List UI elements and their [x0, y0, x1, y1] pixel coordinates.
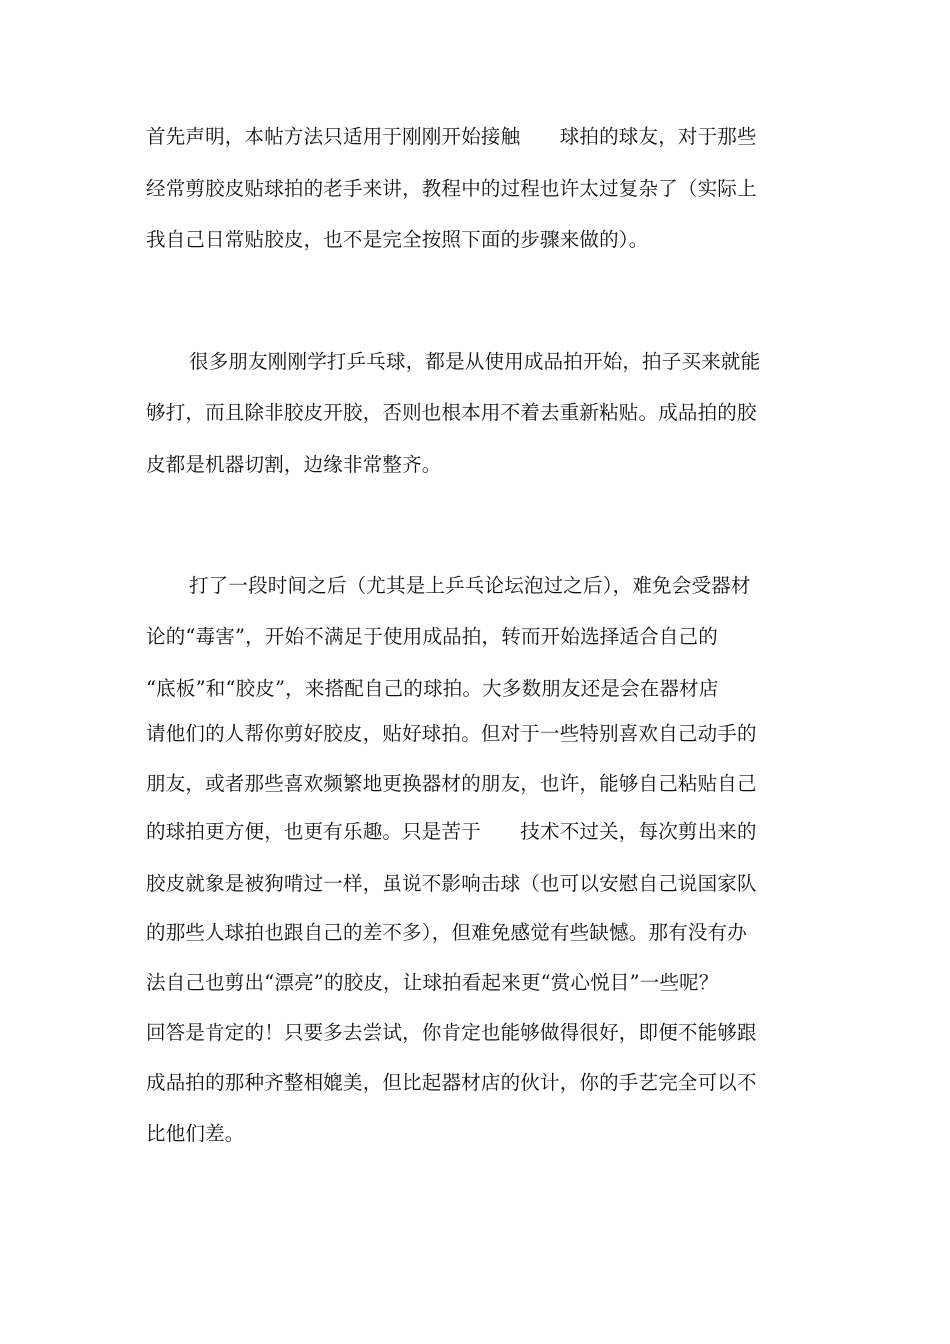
paragraph-1-line-2: 经常剪胶皮贴球拍的老手来讲，教程中的过程也许太过复杂了（实际上 [146, 177, 757, 200]
paragraph-3-line-3: “底板”和“胶皮”，来搭配自己的球拍。大多数朋友还是会在器材店 [146, 677, 719, 700]
paragraph-3-line-6: 的球拍更方便，也更有乐趣。只是苦于 技术不过关，每次剪出来的 [146, 820, 757, 843]
paragraph-3-line-9: 法自己也剪出“漂亮”的胶皮，让球拍看起来更“赏心悦目”一些呢？ [146, 971, 719, 994]
paragraph-3-line-2: 论的“毒害”，开始不满足于使用成品拍，转而开始选择适合自己的 [146, 625, 718, 648]
paragraph-3-line-8: 的那些人球拍也跟自己的差不多），但难免感觉有些缺憾。那有没有办 [146, 921, 747, 944]
paragraph-3-line-5: 朋友，或者那些喜欢频繁地更换器材的朋友，也许，能够自己粘贴自己 [146, 772, 757, 795]
paragraph-3-line-10: 回答是肯定的！只要多去尝试，你肯定也能够做得很好，即便不能够跟 [146, 1021, 757, 1044]
paragraph-2-line-3: 皮都是机器切割，边缘非常整齐。 [146, 453, 442, 476]
paragraph-3-line-11: 成品拍的那种齐整相媲美，但比起器材店的伙计，你的手艺完全可以不 [146, 1071, 757, 1094]
paragraph-3-line-4: 请他们的人帮你剪好胶皮，贴好球拍。但对于一些特别喜欢自己动手的 [146, 722, 757, 745]
paragraph-2-line-2: 够打，而且除非胶皮开胶，否则也根本用不着去重新粘贴。成品拍的胶 [146, 401, 757, 424]
paragraph-3-line-12: 比他们差。 [146, 1122, 245, 1145]
paragraph-1-line-1: 首先声明，本帖方法只适用于刚刚开始接触 球拍的球友，对于那些 [146, 125, 757, 148]
paragraph-3-line-7: 胶皮就象是被狗啃过一样，虽说不影响击球（也可以安慰自己说国家队 [146, 872, 757, 895]
paragraph-3-line-1: 打了一段时间之后（尤其是上乒乓论坛泡过之后），难免会受器材 [189, 574, 751, 597]
paragraph-1-line-3: 我自己日常贴胶皮，也不是完全按照下面的步骤来做的）。 [146, 228, 649, 251]
paragraph-2-line-1: 很多朋友刚刚学打乒乓球，都是从使用成品拍开始，拍子买来就能 [189, 350, 761, 373]
